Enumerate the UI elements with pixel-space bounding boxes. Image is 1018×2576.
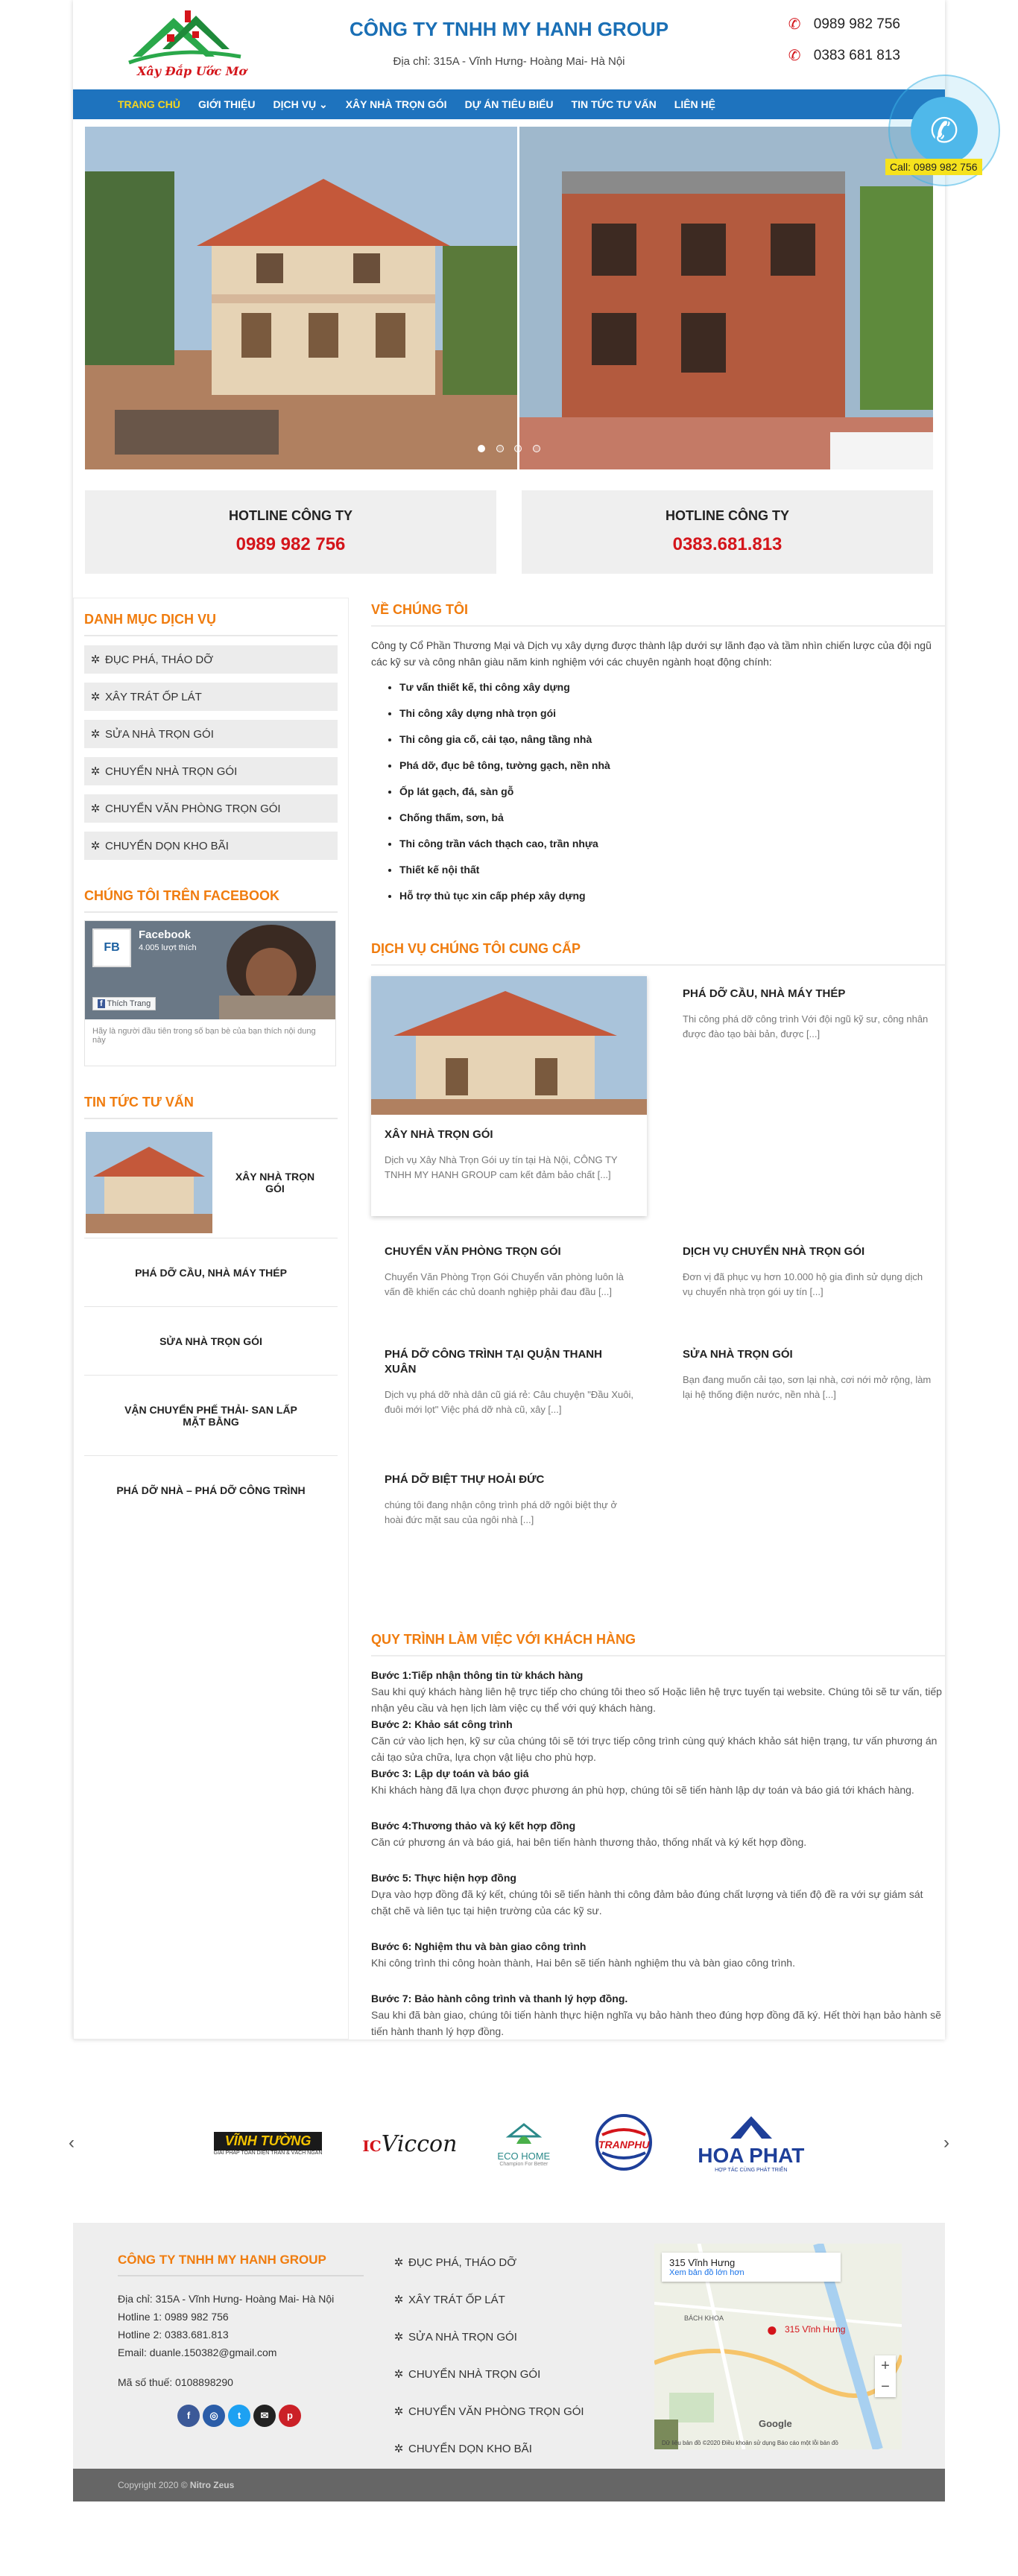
gear-icon: ✲ — [393, 2443, 404, 2455]
partner-name: TRANPHU — [598, 2138, 650, 2151]
footer-link-label: CHUYỂN DỌN KHO BÃI — [408, 2442, 532, 2455]
facebook-like-button[interactable] — [92, 997, 156, 1010]
service-label: CHUYỂN VĂN PHÒNG TRỌN GÓI — [105, 802, 281, 815]
about-item: • Ốp lát gạch, đá, sàn gỗ — [399, 783, 945, 800]
footer-link[interactable] — [393, 2393, 632, 2430]
partner-vinhtuong[interactable] — [214, 2132, 323, 2156]
phone-1-text: 0989 982 756 — [813, 16, 900, 32]
gear-icon: ✲ — [90, 654, 101, 666]
hero-slider[interactable] — [85, 127, 933, 469]
services-grid — [371, 976, 945, 1580]
like-label: Thích Trang — [107, 999, 151, 1008]
service-card-image — [371, 976, 647, 1115]
service-title: XÂY NHÀ TRỌN GÓI — [385, 1128, 493, 1141]
service-title: CHUYỂN VĂN PHÒNG TRỌN GÓI — [385, 1245, 561, 1258]
partner-sub: Champion For Better — [499, 2161, 548, 2167]
partner-hoaphat[interactable] — [698, 2115, 804, 2173]
hoaphat-logo-icon — [729, 2115, 774, 2140]
logo-text: Xây Đắp Ước Mơ — [137, 64, 247, 78]
news-item[interactable]: SỬA NHÀ TRỌN GÓI — [84, 1307, 338, 1376]
nav-home[interactable]: TRANG CHỦ — [118, 98, 180, 110]
nav-about[interactable]: GIỚI THIỆU — [198, 98, 256, 110]
service-desc: Chuyển Văn Phòng Trọn Gói Chuyển văn phòng luôn là vấn đề khiến các chủ doanh nghiệp phải đau đầu [...] — [385, 1271, 624, 1297]
header-phone-1[interactable] — [788, 16, 900, 33]
content-area — [371, 598, 945, 2039]
company-name: CÔNG TY TNHH MY HANH GROUP — [349, 18, 669, 40]
hotline-title: HOTLINE CÔNG TY — [229, 508, 352, 523]
gear-icon: ✲ — [393, 2405, 404, 2418]
step-desc: Khi khách hàng đã lựa chọn được phương án phù hợp, chúng tôi sẽ tiến hành lập dự toán và báo giá tới khách hàng. — [371, 1784, 914, 1796]
service-card[interactable] — [371, 1343, 647, 1468]
hero-slide-image — [85, 127, 933, 469]
footer-contact — [118, 2253, 371, 2427]
site-header — [73, 0, 945, 89]
footer-link[interactable] — [393, 2244, 632, 2281]
social-icons — [118, 2405, 371, 2427]
site-footer — [73, 2223, 945, 2469]
footer-link[interactable] — [393, 2430, 632, 2467]
facebook-cover — [85, 921, 335, 1019]
service-card[interactable] — [669, 976, 945, 1216]
footer-map[interactable] — [654, 2244, 902, 2449]
map-terms[interactable]: Dữ liệu bản đồ ©2020 Điều khoản sử dụng Báo cáo một lỗi bản đồ — [662, 2440, 838, 2446]
news-item[interactable]: PHÁ DỠ CẦU, NHÀ MÁY THÉP — [84, 1238, 338, 1307]
services-section-title: DỊCH VỤ CHÚNG TÔI CUNG CẤP — [371, 941, 945, 966]
sidebar-service[interactable] — [84, 832, 338, 860]
news-item[interactable] — [84, 1127, 338, 1238]
map-area-label: BÁCH KHOA — [684, 2314, 724, 2322]
service-label: ĐỤC PHÁ, THÁO DỠ — [105, 653, 214, 666]
gear-icon: ✲ — [90, 840, 101, 852]
page-shell — [73, 0, 945, 2039]
partner-sub: HỢP TÁC CÙNG PHÁT TRIỂN — [715, 2168, 788, 2173]
gear-icon: ✲ — [90, 691, 101, 703]
partner-name: VĨNH TƯỜNG — [214, 2132, 323, 2151]
services-title: DANH MỤC DỊCH VỤ — [84, 598, 338, 636]
service-card[interactable] — [371, 1216, 647, 1343]
step-title: Bước 3: Lập dự toán và báo giá — [371, 1768, 529, 1779]
footer-link-label: CHUYỂN VĂN PHÒNG TRỌN GÓI — [408, 2405, 584, 2418]
sidebar-service[interactable] — [84, 683, 338, 711]
hotline-boxes — [85, 490, 933, 574]
sidebar-service[interactable] — [84, 794, 338, 823]
hotline-box-1[interactable] — [85, 490, 496, 574]
step-title: Bước 2: Khảo sát công trình — [371, 1718, 513, 1730]
service-label: SỬA NHÀ TRỌN GÓI — [105, 727, 214, 741]
service-card[interactable] — [371, 1468, 647, 1580]
copyright-bar — [73, 2469, 945, 2501]
partner-viccon[interactable] — [362, 2131, 457, 2157]
service-title: SỬA NHÀ TRỌN GÓI — [683, 1348, 793, 1361]
footer-link-label: CHUYỂN NHÀ TRỌN GÓI — [408, 2367, 541, 2381]
sidebar-service[interactable] — [84, 645, 338, 674]
footer-address: Địa chỉ: 315A - Vĩnh Hưng- Hoàng Mai- Hà Nội — [118, 2293, 335, 2305]
viccon-ic-mark: IC — [362, 2136, 382, 2155]
about-item: • Tư vấn thiết kế, thi công xây dựng — [399, 679, 945, 695]
about-item: • Phá dỡ, đục bê tông, tường gạch, nền nhà — [399, 757, 945, 773]
phone-2-text: 0383 681 813 — [813, 48, 900, 63]
copyright-brand[interactable]: Nitro Zeus — [189, 2480, 235, 2490]
email-icon[interactable]: ✉ — [253, 2405, 276, 2427]
hotline-number: 0989 982 756 — [235, 534, 346, 554]
service-desc: Bạn đang muốn cải tạo, sơn lại nhà, cơi nới mở rộng, làm lại hệ thống điện nước, nền nhà [...] — [683, 1374, 932, 1400]
partner-ecohome[interactable] — [497, 2121, 550, 2167]
nav-news[interactable]: TIN TỨC TƯ VẤN — [571, 98, 657, 110]
phone-call-icon: ✆ — [911, 97, 978, 164]
about-list — [371, 679, 945, 904]
service-desc: chúng tôi đang nhận công trình phá dỡ ngôi biệt thự ở hoài đức mặt sau của ngôi nhà [...] — [385, 1499, 617, 1525]
slider-dots — [85, 443, 933, 456]
step-desc: Căn cứ vào lịch hẹn, kỹ sư của chúng tôi sẽ tới trực tiếp công trình cùng quý khách khảo sát hiện trạng, tư vấn phương án cải tạo sửa chữa, lựa chọn vật liệu cho phù hợp. — [371, 1735, 938, 1763]
step-desc: Khi công trình thi công hoàn thành, Hai bên sẽ tiến hành nghiệm thu và bàn giao công trình. — [371, 1957, 795, 1969]
sidebar-service[interactable] — [84, 757, 338, 785]
news-item[interactable]: PHÁ DỠ NHÀ – PHÁ DỠ CÔNG TRÌNH — [116, 1484, 306, 1496]
slider-dot[interactable] — [478, 445, 485, 452]
facebook-f-icon: f — [98, 999, 105, 1008]
footer-link-label: ĐỤC PHÁ, THÁO DỠ — [408, 2256, 517, 2269]
footer-link[interactable] — [393, 2318, 632, 2355]
about-title: VỀ CHÚNG TÔI — [371, 602, 945, 627]
step-title: Bước 7: Bảo hành công trình và thanh lý hợp đồng. — [371, 1993, 628, 2004]
step-title: Bước 1:Tiếp nhận thông tin từ khách hàng — [371, 1669, 584, 1681]
map-link[interactable]: Xem bản đồ lớn hơn — [669, 2268, 744, 2277]
about-item: • Thiết kế nội thất — [399, 861, 945, 878]
ecohome-house-icon — [505, 2121, 543, 2147]
service-label: XÂY TRÁT ỐP LÁT — [105, 690, 202, 703]
facebook-icon[interactable]: f — [177, 2405, 200, 2427]
call-badge: Call: 0989 982 756 — [885, 159, 982, 175]
hotline-title: HOTLINE CÔNG TY — [666, 508, 789, 523]
news-title: TIN TỨC TƯ VẤN — [84, 1081, 338, 1119]
nav-services[interactable]: DỊCH VỤ ⌄ — [273, 98, 328, 110]
nav-build-package[interactable]: XÂY NHÀ TRỌN GÓI — [345, 98, 447, 110]
copyright-text: Copyright 2020 © — [118, 2480, 190, 2490]
partner-name: Viccon — [381, 2130, 458, 2157]
service-title: PHÁ DỠ BIỆT THỰ HOẢI ĐỨC — [385, 1473, 545, 1486]
step-desc: Dựa vào hợp đồng đã ký kết, chúng tôi sẽ tiến hành thi công đảm bảo đúng chất lượng và tiến độ đề ra với sự giám sát chặt chẽ và liên tục tại hiện trường của các kỹ sư. — [371, 1888, 923, 1917]
service-desc: Đơn vị đã phục vụ hơn 10.000 hộ gia đình sử dụng dịch vụ chuyển nhà trọn gói uy tín [...] — [683, 1271, 923, 1297]
about-item: • Thi công gia cố, cải tạo, nâng tầng nhà — [399, 731, 945, 747]
gear-icon: ✲ — [90, 728, 101, 741]
nav-projects[interactable]: DỰ ÁN TIÊU BIỂU — [464, 98, 554, 110]
slider-dot[interactable] — [533, 445, 540, 452]
service-title: DỊCH VỤ CHUYỂN NHÀ TRỌN GÓI — [683, 1245, 865, 1258]
facebook-note: Hãy là người đầu tiên trong số bạn bè của bạn thích nội dung này — [92, 1027, 316, 1045]
service-title: PHÁ DỠ CÔNG TRÌNH TẠI QUẬN THANH XUÂN — [385, 1348, 602, 1376]
step-title: Bước 6: Nghiệm thu và bàn giao công trình — [371, 1940, 587, 1952]
facebook-title: CHÚNG TÔI TRÊN FACEBOOK — [84, 875, 338, 913]
header-phone-2[interactable] — [788, 48, 900, 64]
gear-icon: ✲ — [393, 2331, 404, 2344]
gear-icon: ✲ — [90, 765, 101, 778]
partner-tranphu[interactable] — [590, 2113, 657, 2176]
service-desc: Thi công phá dỡ công trình Với đội ngũ kỹ sư, công nhân được đào tạo bài bản, được [...] — [683, 1013, 929, 1039]
footer-company: CÔNG TY TNHH MY HANH GROUP — [118, 2253, 326, 2267]
step-title: Bước 5: Thực hiện hợp đồng — [371, 1872, 516, 1884]
phone-icon: ✆ — [788, 48, 801, 64]
gear-icon: ✲ — [393, 2368, 404, 2381]
gear-icon: ✲ — [393, 2294, 404, 2306]
slider-dot[interactable] — [514, 445, 522, 452]
gear-icon: ✲ — [393, 2256, 404, 2269]
footer-link-label: XÂY TRÁT ỐP LÁT — [408, 2293, 505, 2306]
about-item: • Thi công xây dựng nhà trọn gói — [399, 705, 945, 721]
company-address: Địa chỉ: 315A - Vĩnh Hưng- Hoàng Mai- Hà Nội — [393, 55, 625, 68]
service-title: PHÁ DỠ CẦU, NHÀ MÁY THÉP — [683, 987, 846, 1000]
partner-sub: GIẢI PHÁP TOÀN DIỆN TRẦN & VÁCH NGĂN — [213, 2151, 323, 2156]
instagram-icon[interactable]: ◎ — [203, 2405, 225, 2427]
hotline-number: 0383.681.813 — [672, 534, 783, 554]
about-intro: Công ty Cổ Phần Thương Mại và Dịch vụ xây dựng được thành lập dưới sự lãnh đạo và tầm nhìn chiến lược của đội ngũ các kỹ sư và công nhân giàu năm kinh nghiệm với các chuyên ngành hoạt động chính: — [371, 639, 932, 668]
sidebar — [73, 598, 349, 2039]
pinterest-icon[interactable]: p — [279, 2405, 301, 2427]
map-google-logo: Google — [759, 2418, 792, 2429]
about-item: • Chống thấm, sơn, bả — [399, 809, 945, 826]
footer-links — [393, 2244, 632, 2467]
facebook-widget[interactable] — [84, 920, 336, 1066]
service-desc: Dịch vụ phá dỡ nhà dân cũ giá rẻ: Câu chuyện "Đầu Xuôi, đuôi mới lọt" Việc phá dỡ nhà cũ, xây [...] — [385, 1389, 634, 1415]
news-item[interactable] — [84, 1376, 338, 1456]
service-card[interactable] — [669, 1216, 945, 1343]
service-label: CHUYỂN NHÀ TRỌN GÓI — [105, 765, 238, 778]
phone-icon: ✆ — [788, 16, 801, 33]
footer-link-label: SỬA NHÀ TRỌN GÓI — [408, 2330, 517, 2344]
footer-tax: Mã số thuế: 0108898290 — [118, 2376, 233, 2388]
sidebar-service[interactable] — [84, 720, 338, 748]
footer-link[interactable] — [393, 2355, 632, 2393]
news-label: VẬN CHUYỂN PHẾ THẢI- SAN LẤP MẶT BẰNG — [124, 1403, 297, 1428]
news-label: XÂY NHÀ TRỌN GÓI — [235, 1170, 315, 1194]
chevron-left-icon[interactable]: ‹ — [69, 2133, 75, 2153]
map-title: 315 Vĩnh Hưng — [669, 2257, 736, 2268]
step-desc: Căn cứ phương án và báo giá, hai bên tiến hành thương thảo, thống nhất và ký kết hợp đồng. — [371, 1836, 807, 1848]
twitter-icon[interactable]: t — [228, 2405, 250, 2427]
chevron-right-icon[interactable]: › — [943, 2133, 949, 2153]
partner-name: ECO HOME — [497, 2150, 551, 2162]
step-desc: Sau khi quý khách hàng liên hệ trực tiếp cho chúng tôi theo số Hoặc liên hệ trực tuyến tại website. Chúng tôi sẽ tư vấn, tiếp nhận yêu cầu và hẹn lịch làm việc cụ thể với quý khách hàng. — [371, 1686, 942, 1714]
service-card[interactable] — [371, 976, 647, 1216]
footer-hotline-1[interactable]: Hotline 1: 0989 982 756 — [118, 2311, 229, 2323]
footer-email[interactable]: Email: duanle.150382@gmail.com — [118, 2346, 277, 2358]
about-item: • Thi công trần vách thạch cao, trần nhựa — [399, 835, 945, 852]
gear-icon: ✲ — [90, 803, 101, 815]
facebook-likes: 4.005 lượt thích — [139, 943, 197, 952]
map-pin-icon: ● — [766, 2318, 778, 2341]
news-thumbnail — [86, 1132, 212, 1233]
step-title: Bước 4:Thương thảo và ký kết hợp đồng — [371, 1820, 576, 1832]
process-title: QUY TRÌNH LÀM VIỆC VỚI KHÁCH HÀNG — [371, 1632, 945, 1656]
slider-dot[interactable] — [496, 445, 504, 452]
main-content — [73, 598, 945, 2039]
footer-link[interactable] — [393, 2281, 632, 2318]
service-desc: Dịch vụ Xây Nhà Trọn Gói uy tín tại Hà Nội, CÔNG TY TNHH MY HANH GROUP cam kết đảm bảo chất [...] — [385, 1154, 618, 1180]
map-pin-label: 315 Vĩnh Hưng — [785, 2324, 846, 2335]
map-info-card — [662, 2253, 841, 2282]
hotline-box-2[interactable] — [522, 490, 933, 574]
map-zoom-controls[interactable]: + − — [875, 2355, 896, 2397]
partner-name: HOA PHAT — [698, 2144, 805, 2167]
about-item: • Hỗ trợ thủ tục xin cấp phép xây dựng — [399, 887, 945, 904]
service-label: CHUYỂN DỌN KHO BÃI — [105, 839, 229, 852]
floating-call-widget[interactable] — [878, 75, 1009, 194]
process-steps — [371, 1667, 945, 2039]
facebook-page-name: Facebook — [139, 928, 192, 941]
nav-contact[interactable]: LIÊN HỆ — [674, 98, 715, 110]
site-logo[interactable] — [118, 4, 252, 82]
step-desc: Sau khi đã bàn giao, chúng tôi tiến hành thực hiện nghĩa vụ bảo hành theo đúng hợp đồng đã ký. Hết thời hạn bảo hành sẽ tiến hành thanh lý hợp đồng. — [371, 2009, 941, 2037]
main-nav — [73, 89, 945, 119]
facebook-avatar: FB — [92, 928, 131, 967]
partner-logos — [69, 2092, 949, 2196]
footer-hotline-2[interactable]: Hotline 2: 0383.681.813 — [118, 2329, 229, 2341]
service-card[interactable] — [669, 1343, 945, 1468]
